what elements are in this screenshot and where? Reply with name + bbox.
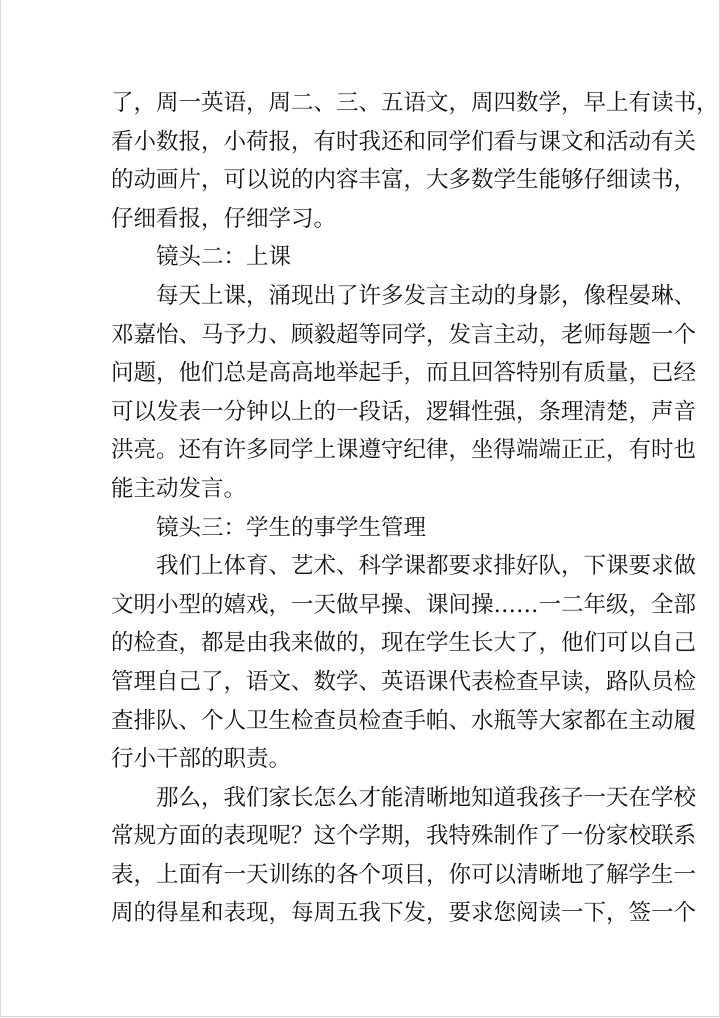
paragraph-1-line-2: 看小数报，小荷报，有时我还和同学们看与课文和活动有关 bbox=[111, 128, 697, 155]
paragraph-3-line-5: 查排队、个人卫生检查员检查手帕、水瓶等大家都在主动履 bbox=[111, 707, 697, 734]
paragraph-4-line-1: 那么，我们家长怎么才能清晰地知道我孩子一天在学校 bbox=[156, 784, 697, 811]
paragraph-2-line-6: 能主动发言。 bbox=[111, 475, 247, 502]
paragraph-3-line-4: 管理自己了，语文、数学、英语课代表检查早读，路队员检 bbox=[111, 668, 697, 695]
paragraph-2-line-2: 邓嘉怡、马予力、顾毅超等同学，发言主动，老师每题一个 bbox=[111, 321, 697, 348]
paragraph-2-line-5: 洪亮。还有许多同学上课遵守纪律，坐得端端正正，有时也 bbox=[111, 437, 697, 464]
paragraph-2-line-4: 可以发表一分钟以上的一段话，逻辑性强，条理清楚，声音 bbox=[111, 398, 697, 425]
section-heading-class: 镜头二：上课 bbox=[156, 244, 292, 271]
paragraph-1-line-3: 的动画片，可以说的内容丰富，大多数学生能够仔细读书， bbox=[111, 167, 697, 194]
paragraph-4-line-2: 常规方面的表现呢？这个学期，我特殊制作了一份家校联系 bbox=[111, 823, 697, 850]
document-body bbox=[111, 84, 719, 933]
paragraph-4-line-4: 周的得星和表现，每周五我下发，要求您阅读一下，签一个 bbox=[111, 900, 697, 927]
paragraph-3-line-3: 的检查，都是由我来做的，现在学生长大了，他们可以自己 bbox=[111, 630, 697, 657]
paragraph-2-line-1: 每天上课，涌现出了许多发言主动的身影，像程晏琳、 bbox=[156, 282, 697, 309]
paragraph-4-line-3: 表，上面有一天训练的各个项目，你可以清晰地了解学生一 bbox=[111, 861, 697, 888]
paragraph-3-line-6: 行小干部的职责。 bbox=[111, 746, 292, 773]
paragraph-3-line-1: 我们上体育、艺术、科学课都要求排好队，下课要求做 bbox=[156, 553, 697, 580]
section-heading-self-management: 镜头三：学生的事学生管理 bbox=[156, 514, 427, 541]
paragraph-2-line-3: 问题，他们总是高高地举起手，而且回答特别有质量，已经 bbox=[111, 360, 697, 387]
paragraph-1-line-4: 仔细看报，仔细学习。 bbox=[111, 205, 337, 232]
paragraph-1-line-1: 了，周一英语，周二、三、五语文，周四数学，早上有读书， bbox=[111, 90, 719, 116]
paragraph-3-line-2: 文明小型的嬉戏，一天做早操、课间操……一二年级，全部 bbox=[111, 591, 697, 618]
